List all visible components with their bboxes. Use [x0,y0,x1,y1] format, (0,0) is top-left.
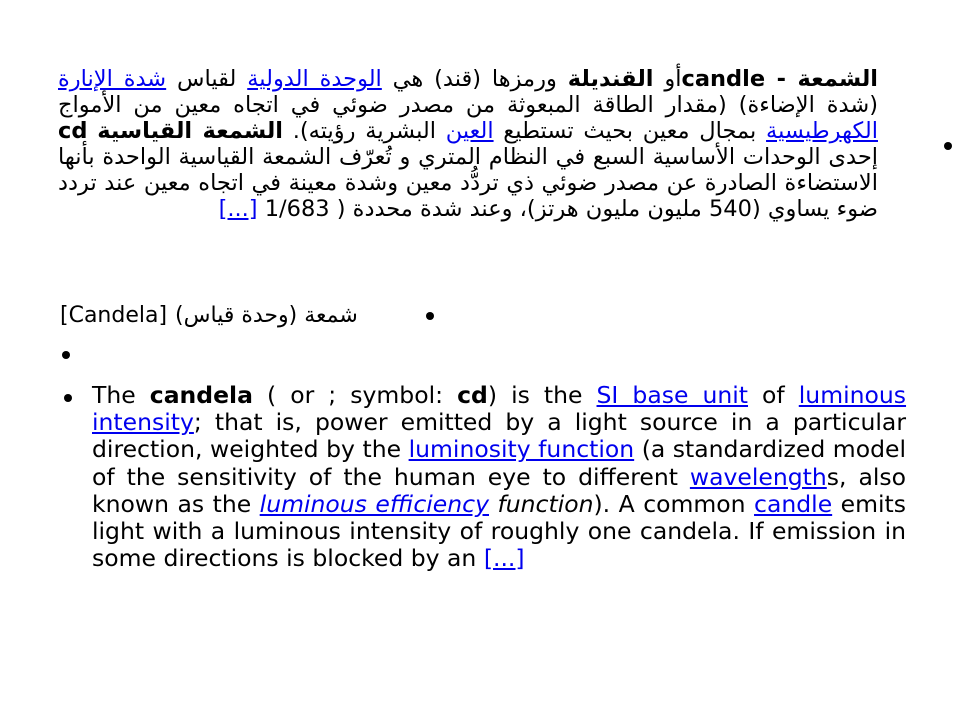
text-run: إحدى الوحدات الأساسية السبع في النظام المتري و تُعرّف الشمعة القياسية الواحدة بأنها الاستضاءة الصادرة عن مصدر ضوئي ذي تردُّد معين وشدة معينة في اتجاه معين عند تردد ضوء يساوي (540 مليون مليون هرتز)، وعند شدة محددة ( 1/683 [58,144,878,222]
bullet-dot [64,394,72,402]
bullet-dot [426,312,434,320]
text-run: ورمزها (قند) هي [381,66,568,92]
arabic-paragraph [58,66,878,222]
link-eye[interactable]: العين [445,118,494,144]
bold-term-qandila: القنديلة [567,66,654,92]
text-run: (شدة الإضاءة) (مقدار الطاقة المبعوثة من مصدر ضوئي في اتجاه معين من الأمواج [58,92,878,118]
link-candle[interactable]: candle [754,489,833,518]
text-run: ; that is, power emitted by a light source in a particular direction, weighted by the [92,408,906,464]
candela-title-line [60,302,358,330]
link-wavelength[interactable]: wavelength [689,462,827,491]
bullet-dot [944,142,952,150]
text-run: أو [653,66,682,92]
bold-term-shama: الشمعة - [765,66,878,92]
candela-latin-label: [Candela] [60,303,168,328]
bullet-english-definition [92,382,906,572]
italic-function-word: function [497,489,594,518]
text-run: of [748,381,799,409]
bullet-arabic-definition [58,66,878,222]
more-link-english[interactable]: [...] [483,544,525,573]
text-run: ) is the [487,381,597,409]
bold-term-candela: candela [149,381,253,409]
text-run: s, also known as the [92,462,906,518]
bold-term-candle: candle [681,66,766,92]
more-link-arabic[interactable]: [...] [218,196,258,222]
link-luminosity-function[interactable]: luminosity function [408,435,635,464]
text-run: ( or ; symbol: [252,381,458,409]
link-luminous-efficiency[interactable]: luminous efficiency [259,489,489,518]
english-paragraph [92,382,906,572]
link-luminous-intensity-ar[interactable]: شدة الإنارة [58,66,167,92]
text-run: بمجال معين بحيث تستطيع [493,118,767,144]
link-international-unit[interactable]: الوحدة الدولية [247,66,382,92]
bullet-candela-title [60,302,420,330]
text-run: ). A common [593,489,755,518]
text-run: البشرية رؤيته). [283,118,446,144]
link-luminous-intensity[interactable]: luminous intensity [92,381,907,437]
bold-symbol-cd: cd [457,381,488,409]
text-run [489,490,498,518]
text-run: لقياس [166,66,248,92]
text-run: emits light with a luminous intensity of roughly one candela. If emission in some directions is blocked by an [92,489,906,573]
text-run: The [92,381,150,409]
link-electromagnetic[interactable]: الكهرطيسية [766,118,878,144]
link-si-base-unit[interactable]: SI base unit [596,381,749,409]
text-run: (a standardized model of the sensitivity of the human eye to different [92,435,906,491]
bullet-empty [62,345,72,365]
candela-arabic-label: شمعة (وحدة قياس) [175,303,358,328]
bullet-dot [62,351,70,359]
bold-symbol-cd: cd [58,118,88,144]
bold-term-standard-candle: الشمعة القياسية [97,118,284,144]
